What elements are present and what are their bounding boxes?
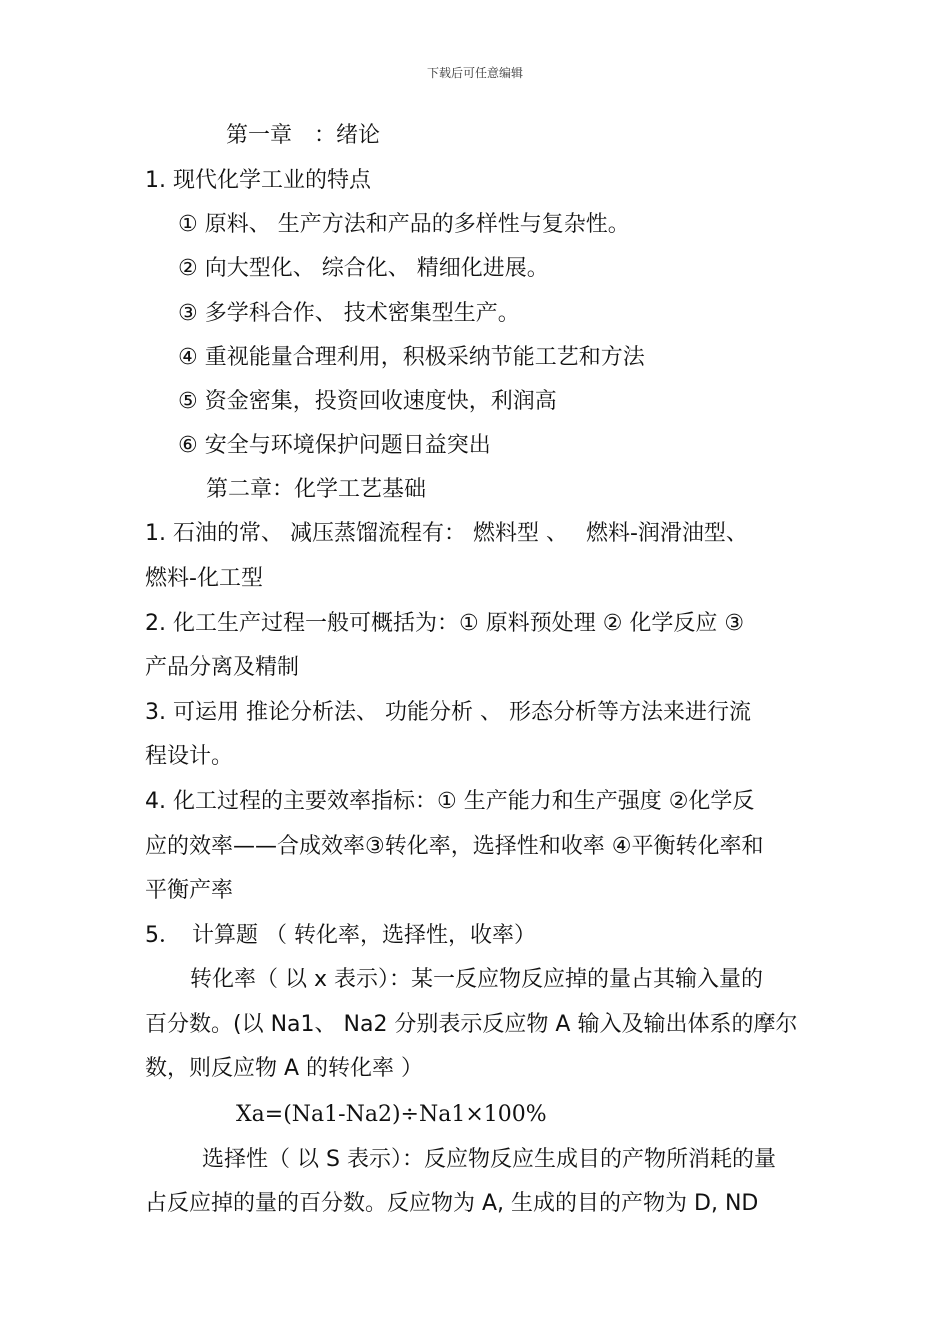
paragraph-line: 3. 可运用 推论分析法、 功能分析 、 形态分析等方法来进行流 bbox=[145, 700, 751, 725]
conversion-formula: Xa=(Na1-Na2)÷Na1×100% bbox=[236, 1102, 547, 1127]
paragraph-line: 5． 计算题 （ 转化率，选择性，收率） bbox=[145, 923, 536, 948]
list-item: ③ 多学科合作、 技术密集型生产。 bbox=[178, 301, 520, 326]
paragraph-line: 4. 化工过程的主要效率指标：① 生产能力和生产强度 ②化学反 bbox=[145, 789, 755, 814]
chapter-2-title: 第二章：化学工艺基础 bbox=[206, 477, 427, 502]
paragraph-line: 百分数。(以 Na1、 Na2 分别表示反应物 A 输入及输出体系的摩尔 bbox=[145, 1012, 798, 1037]
paragraph-line: 选择性（ 以 S 表示）：反应物反应生成目的产物所消耗的量 bbox=[202, 1147, 776, 1172]
paragraph-line: 程设计。 bbox=[145, 744, 234, 769]
paragraph-line: 2. 化工生产过程一般可概括为：① 原料预处理 ② 化学反应 ③ bbox=[145, 611, 745, 636]
paragraph-line: 应的效率——合成效率③转化率，选择性和收率 ④平衡转化率和 bbox=[145, 834, 764, 859]
paragraph-line: 燃料-化工型 bbox=[145, 566, 263, 591]
list-item: ⑤ 资金密集，投资回收速度快，利润高 bbox=[178, 389, 557, 414]
list-item: ② 向大型化、 综合化、 精细化进展。 bbox=[178, 256, 549, 281]
chapter-1-title: 第一章 ：绪论 bbox=[226, 123, 381, 148]
paragraph-line: 占反应掉的量的百分数。反应物为 A, 生成的目的产物为 D, ND bbox=[145, 1191, 759, 1216]
list-item: ① 原料、 生产方法和产品的多样性与复杂性。 bbox=[178, 212, 630, 237]
paragraph-line: 平衡产率 bbox=[145, 878, 234, 903]
list-item: ④ 重视能量合理利用，积极采纳节能工艺和方法 bbox=[178, 345, 645, 370]
paragraph-line: 转化率（ 以 x 表示）：某一反应物反应掉的量占其输入量的 bbox=[190, 967, 764, 992]
list-item: ⑥ 安全与环境保护问题日益突出 bbox=[178, 433, 491, 458]
page-header-note: 下载后可任意编辑 bbox=[426, 66, 523, 80]
paragraph-line: 数，则反应物 A 的转化率 ） bbox=[145, 1056, 424, 1081]
section-heading: 1. 现代化学工业的特点 bbox=[145, 168, 371, 193]
paragraph-line: 产品分离及精制 bbox=[145, 655, 300, 680]
paragraph-line: 1. 石油的常、 减压蒸馏流程有： 燃料型 、 燃料-润滑油型、 bbox=[145, 521, 748, 546]
